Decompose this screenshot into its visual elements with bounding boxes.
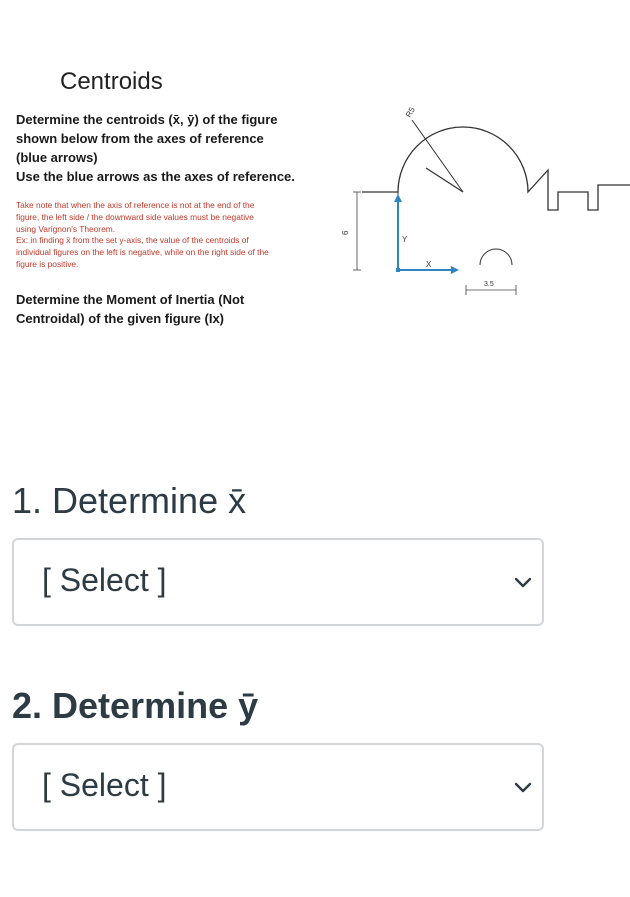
page-title: Centroids (60, 68, 163, 95)
width-label: 3.5 (484, 281, 494, 288)
dimension-lines (353, 192, 516, 295)
chevron-down-icon (510, 570, 536, 596)
x-axis-label: X (426, 260, 432, 269)
instruction-line: Determine the centroids (x̄, ȳ) of the figure (16, 112, 278, 127)
centroid-figure (330, 90, 630, 320)
radius-label: R5 (403, 105, 417, 119)
select-value: [ Select ] (42, 767, 167, 803)
instructions (16, 110, 321, 186)
chevron-down-icon (510, 775, 536, 801)
y-axis-arrowhead (394, 194, 402, 202)
note-line: using Varignon's Theorem. (16, 223, 116, 234)
origin-marker (396, 268, 400, 272)
answer-2-select[interactable] (12, 743, 544, 831)
figure-outline (362, 120, 630, 270)
note-line: Ex: in finding x̄ from the set y-axis, the value of the centroids of (16, 235, 249, 246)
question-2-label: 2. Determine ȳ (12, 685, 259, 726)
question-1-label: 1. Determine x̄ (12, 480, 247, 521)
moment-line: Centroidal) of the given figure (Ix) (16, 311, 225, 326)
instruction-line: (blue arrows) (16, 150, 98, 165)
instruction-line: Use the blue arrows as the axes of reference. (16, 169, 295, 184)
note-line: Take note that when the axis of reference is not at the end of the (16, 200, 255, 210)
select-value: [ Select ] (42, 562, 167, 598)
x-axis-arrowhead (451, 266, 459, 274)
note-line: figure is positive. (16, 258, 79, 269)
height-label: 6 (341, 230, 350, 235)
answer-1-select[interactable] (12, 538, 544, 626)
moment-line: Determine the Moment of Inertia (Not (16, 292, 245, 307)
note-line: figure, the left side / the downward side values must be negative (16, 211, 254, 222)
note-block (16, 200, 321, 271)
moment-question (16, 290, 244, 328)
y-axis-label: Y (402, 235, 408, 244)
note-line: individual figures on the left is negative, while on the right side of the (16, 247, 269, 258)
instruction-line: shown below from the axes of reference (16, 131, 264, 146)
